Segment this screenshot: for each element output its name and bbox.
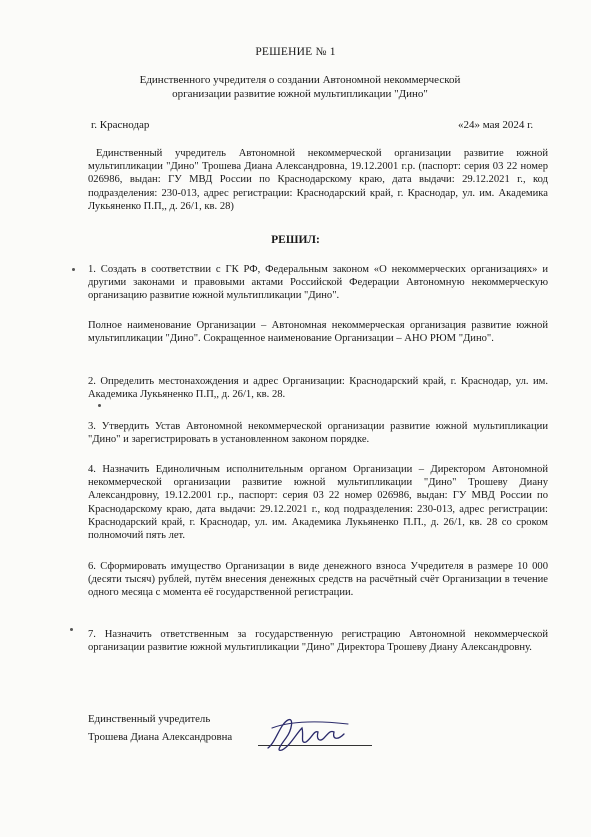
date: «24» мая 2024 г. xyxy=(458,119,534,131)
item-1: 1. Создать в соответствии с ГК РФ, Федеральным законом «О некоммерческих организациях» и другими законами и правовыми актами Российской Федерации Автономную некоммерческую организацию развитие южной мультипликации "Дино". xyxy=(88,264,548,302)
item-2: 2. Определить местонахождения и адрес Организации: Краснодарский край, г. Краснодар, ул. им. Академика Лукьяненко П.П,, д. 26/1, кв. 28. xyxy=(88,376,548,401)
signature-name: Трошева Диана Александровна xyxy=(88,731,233,743)
item-7: 7. Назначить ответственным за государственную регистрацию Автономной некоммерческой организации развитие южной мультипликации "Дино" Директора Трошеву Диану Александровну. xyxy=(88,629,548,654)
document-subtitle: Единственного учредителя о создании Автономной некоммерческой организации развитие южной мультипликации "Дино" xyxy=(139,74,461,100)
item-4: 4. Назначить Единоличным исполнительным органом Организации – Директором Автономной некоммерческой организации развитие южной мультипликации "Дино" Трошеву Диану Александровну, 19.12.2001 г.р., паспорт: серия 03 22 номер 026986, выдан: ГУ МВД России по Краснодарскому краю, дата выдачи: 29.12.2021 г., код подразделения: 230-013, адрес регистрации: Краснодарский край, г. Краснодар, ул. им. Академика Лукьяненко П.П., д. 26/1, кв. 28 со сроком полномочий пять лет. xyxy=(88,464,548,542)
item-6: 6. Сформировать имущество Организации в виде денежного взноса Учредителя в размере 10 000 (десяти тысяч) рублей, путём внесения денежных средств на расчётный счёт Организации в течение одного месяца с момента её государственной регистрации. xyxy=(88,561,548,599)
scan-speck xyxy=(72,268,75,271)
item-1-names: Полное наименование Организации – Автономная некоммерческая организация развитие южной мультипликации "Дино". Сокращенное наименование Организации – АНО РЮМ "Дино". xyxy=(88,320,548,345)
resolved-heading: РЕШИЛ: xyxy=(271,234,320,246)
city: г. Краснодар xyxy=(91,119,150,131)
handwritten-signature xyxy=(258,712,358,762)
scan-speck xyxy=(70,628,73,631)
document-title: РЕШЕНИЕ № 1 xyxy=(255,46,336,58)
signature-role: Единственный учредитель xyxy=(88,713,211,725)
scan-speck xyxy=(98,404,101,407)
intro-paragraph: Единственный учредитель Автономной некоммерческой организации развитие южной мультипликации "Дино" Трошева Диана Александровна, 19.12.2001 г.р. (паспорт: серия 03 22 номер 026986, выдан: ГУ МВД России по Краснодарскому краю, дата выдачи: 29.12.2021 г., код подразделения: 230-013, адрес регистрации: Краснодарский край, г. Краснодар, ул. им. Академика Лукьяненко П.П,, д. 26/1, кв. 28) xyxy=(88,148,548,212)
item-3: 3. Утвердить Устав Автономной некоммерческой организации развитие южной мультипликации "Дино" и зарегистрировать в установленном законом порядке. xyxy=(88,421,548,446)
